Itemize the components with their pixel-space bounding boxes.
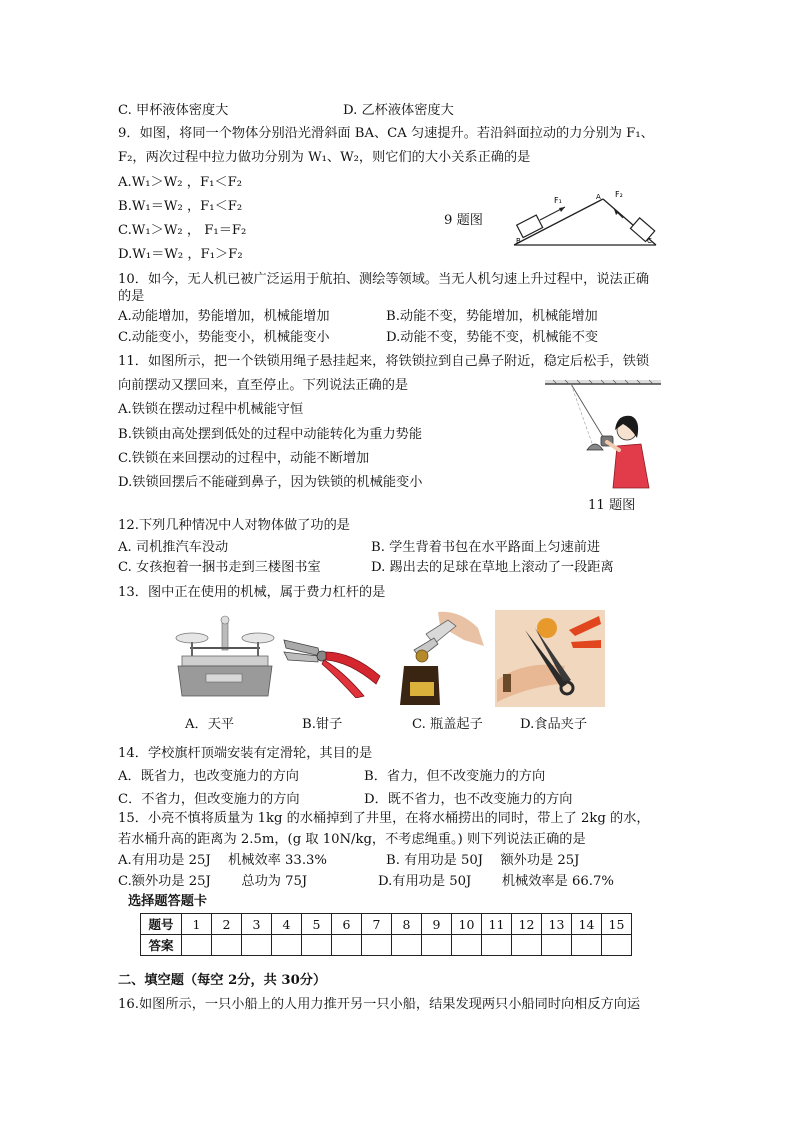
q13-option-a: A．天平 (185, 717, 235, 732)
balance-scale-image (170, 612, 280, 704)
q15-option-b: B. 有用功是 50J 额外功是 25J (386, 853, 580, 868)
q13-option-b: B.钳子 (302, 717, 343, 732)
q11-option-b: B.铁锁由高处摆到低处的过程中动能转化为重力势能 (118, 427, 423, 442)
question-number: 15 (602, 914, 632, 935)
q12-option-b: B. 学生背着书包在水平路面上匀速前进 (371, 540, 601, 555)
q9-stem-line1: 9．如图，将同一个物体分别沿光滑斜面 BA、CA 匀速提升。若沿斜面拉动的力分别为 F₁、 (118, 126, 654, 141)
q15-option-d: D.有用功是 50J 机械效率是 66.7% (378, 874, 614, 889)
q10-option-b: B.动能不变，势能增加，机械能增加 (386, 309, 598, 324)
q11-stem-line1: 11．如图所示，把一个铁锁用绳子悬挂起来，将铁锁拉到自己鼻子附近，稳定后松手，铁锁 (118, 354, 650, 369)
q10-option-c: C.动能变小，势能变小，机械能变小 (118, 330, 330, 345)
question-number: 14 (572, 914, 602, 935)
answer-cell[interactable] (392, 935, 422, 956)
q11-figure-caption: 11 题图 (588, 498, 636, 513)
q10-option-a: A.动能增加，势能增加，机械能增加 (118, 309, 330, 324)
question-number: 13 (542, 914, 572, 935)
answer-cell[interactable] (482, 935, 512, 956)
answer-cell[interactable] (332, 935, 362, 956)
label-f2: F₂ (615, 190, 623, 199)
q11-option-c: C.铁锁在来回摆动的过程中，动能不断增加 (118, 451, 370, 466)
answer-cell[interactable] (602, 935, 632, 956)
question-number: 2 (212, 914, 242, 935)
answer-cell[interactable] (512, 935, 542, 956)
answer-cell[interactable] (542, 935, 572, 956)
q16-stem: 16.如图所示，一只小船上的人用力推开另一只小船，结果发现两只小船同时向相反方向运 (118, 997, 641, 1012)
q12-stem: 12.下列几种情况中人对物体做了功的是 (118, 518, 350, 533)
answer-cell[interactable] (182, 935, 212, 956)
q14-stem: 14．学校旗杆顶端安装有定滑轮，其目的是 (118, 746, 373, 761)
q8-option-d: D. 乙杯液体密度大 (343, 103, 454, 118)
answer-cell[interactable] (362, 935, 392, 956)
question-number: 10 (452, 914, 482, 935)
answer-card-title: 选择题答题卡 (128, 894, 208, 909)
answer-cell[interactable] (302, 935, 332, 956)
q10-option-d: D.动能不变，势能不变，机械能不变 (386, 330, 599, 345)
question-number: 11 (482, 914, 512, 935)
q9-option-a: A.W₁＞W₂ ，F₁＜F₂ (118, 175, 243, 190)
q15-option-c: C.额外功是 25J 总功为 75J (118, 874, 308, 889)
pliers-image (282, 626, 382, 698)
q13-option-c: C. 瓶盖起子 (412, 717, 483, 732)
answer-cell[interactable] (272, 935, 302, 956)
question-number: 1 (182, 914, 212, 935)
q10-stem-line2: 的是 (118, 289, 145, 304)
q13-stem: 13．图中正在使用的机械，属于费力杠杆的是 (118, 585, 386, 600)
q9-stem-line2: F₂，两次过程中拉力做功分别为 W₁、W₂，则它们的大小关系正确的是 (118, 150, 531, 165)
answer-cell[interactable] (242, 935, 272, 956)
q9-figure-caption: 9 题图 (444, 213, 483, 228)
q9-incline-figure (510, 185, 660, 250)
q14-option-b: B．省力，但不改变施力的方向 (364, 769, 546, 784)
q14-option-d: D．既不省力，也不改变施力的方向 (364, 792, 573, 807)
q11-pendulum-figure (543, 378, 663, 490)
label-b: B (516, 237, 521, 245)
answer-card-table (140, 913, 632, 956)
answer-card-answer-row (141, 935, 632, 956)
question-number: 6 (332, 914, 362, 935)
food-tongs-image (495, 610, 605, 707)
answer-card-number-row (141, 914, 632, 935)
question-number: 3 (242, 914, 272, 935)
q13-option-d: D.食品夹子 (520, 717, 588, 732)
question-number: 5 (302, 914, 332, 935)
q12-option-c: C. 女孩抱着一捆书走到三楼图书室 (118, 560, 321, 575)
section2-title: 二、填空题（每空 2分，共 30分） (118, 973, 327, 988)
q15-stem-line1: 15．小亮不慎将质量为 1kg 的水桶掉到了井里，在将水桶捞出的同时，带上了 2kg 的水， (118, 811, 650, 826)
q11-option-a: A.铁锁在摆动过程中机械能守恒 (118, 402, 304, 417)
q12-option-d: D. 踢出去的足球在草地上滚动了一段距离 (371, 560, 614, 575)
answer-header: 答案 (141, 935, 182, 956)
answer-cell[interactable] (452, 935, 482, 956)
q10-stem-line1: 10．如今，无人机已被广泛运用于航拍、测绘等领域。当无人机匀速上升过程中，说法正确 (118, 272, 650, 287)
question-number: 4 (272, 914, 302, 935)
label-f1: F₁ (554, 196, 562, 205)
q9-option-b: B.W₁＝W₂ ，F₁＜F₂ (118, 199, 243, 214)
q15-option-a: A.有用功是 25J 机械效率 33.3% (118, 853, 327, 868)
q11-stem-line2: 向前摆动又摆回来，直至停止。下列说法正确的是 (118, 378, 409, 393)
answer-cell[interactable] (212, 935, 242, 956)
answer-cell[interactable] (572, 935, 602, 956)
question-number: 7 (362, 914, 392, 935)
q9-option-d: D.W₁＝W₂ ，F₁＞F₂ (118, 247, 243, 262)
question-number: 8 (392, 914, 422, 935)
number-header: 题号 (141, 914, 182, 935)
question-number: 9 (422, 914, 452, 935)
answer-cell[interactable] (422, 935, 452, 956)
label-c: C (647, 237, 652, 245)
q11-option-d: D.铁锁回摆后不能碰到鼻子，因为铁锁的机械能变小 (118, 475, 423, 490)
q12-option-a: A. 司机推汽车没动 (118, 540, 229, 555)
q14-option-a: A．既省力，也改变施力的方向 (118, 769, 299, 784)
bottle-opener-image (388, 610, 490, 705)
q8-option-c: C. 甲杯液体密度大 (118, 103, 229, 118)
question-number: 12 (512, 914, 542, 935)
label-a: A (596, 193, 601, 201)
q14-option-c: C．不省力，但改变施力的方向 (118, 792, 300, 807)
q9-option-c: C.W₁＞W₂ ， F₁＝F₂ (118, 223, 247, 238)
q15-stem-line2: 若水桶升高的距离为 2.5m，(g 取 10N/kg，不考虑绳重。) 则下列说法正确的是 (118, 832, 586, 847)
